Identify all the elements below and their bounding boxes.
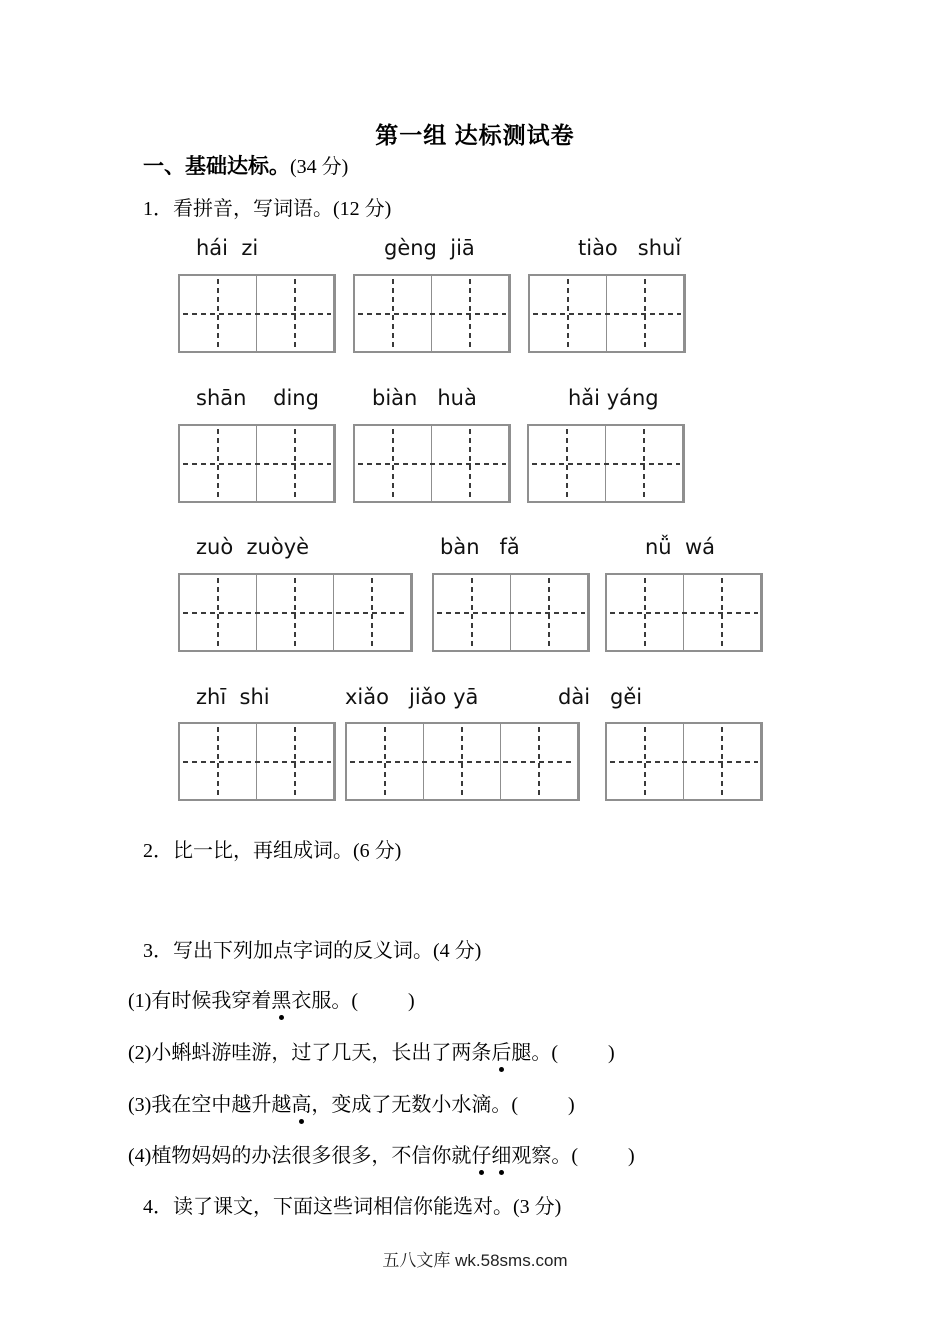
grid-center-vline xyxy=(371,578,373,647)
emphasized-char: 仔 xyxy=(471,1139,491,1168)
sentence-text: 观察。( ) xyxy=(511,1145,635,1167)
question-4-label: 4．读了课文，下面这些词相信你能选对。(3 分) xyxy=(143,1196,562,1218)
pinyin-label: bàn fǎ xyxy=(440,535,520,559)
pinyin-label: zhī shi xyxy=(196,685,270,709)
emphasized-char: 黑 xyxy=(271,984,291,1013)
question-2-label: 2．比一比，再组成词。(6 分) xyxy=(143,840,402,862)
question-3-label: 3．写出下列加点字词的反义词。(4 分) xyxy=(143,940,482,962)
grid-cell xyxy=(347,724,424,799)
grid-center-vline xyxy=(217,429,219,498)
grid-cell xyxy=(607,575,684,650)
writing-grid xyxy=(353,424,511,503)
pinyin-label: tiào shuǐ xyxy=(578,236,682,260)
emphasis-dot-icon xyxy=(299,1119,304,1124)
grid-cell xyxy=(529,426,606,501)
section-one-heading-text: 一、基础达标。 xyxy=(143,155,290,178)
sentence-item xyxy=(128,1088,575,1117)
sentence-item xyxy=(128,1139,635,1168)
sentence-text: ，变成了无数小水滴。( ) xyxy=(311,1094,575,1116)
grid-cell xyxy=(180,575,257,650)
grid-center-vline xyxy=(469,429,471,498)
grid-cell xyxy=(606,426,683,501)
emphasis-dot-icon xyxy=(479,1170,484,1175)
section-one-heading xyxy=(143,150,348,180)
page-title: 第一组 达标测试卷 xyxy=(375,122,575,148)
writing-grid xyxy=(178,274,336,353)
grid-cell xyxy=(684,575,761,650)
grid-center-vline xyxy=(294,429,296,498)
pinyin-label: xiǎo jiǎo yā xyxy=(345,685,479,709)
grid-center-vline xyxy=(644,727,646,796)
writing-grid xyxy=(605,573,763,652)
grid-center-vline xyxy=(217,578,219,647)
grid-center-vline xyxy=(384,727,386,796)
grid-cell xyxy=(180,426,257,501)
pinyin-label: dài gěi xyxy=(558,685,643,709)
grid-cell xyxy=(607,276,684,351)
grid-cell xyxy=(355,426,432,501)
writing-grid xyxy=(432,573,590,652)
grid-cell xyxy=(434,575,511,650)
grid-center-vline xyxy=(644,279,646,348)
grid-cell xyxy=(511,575,588,650)
grid-cell xyxy=(684,724,761,799)
pinyin-label: biàn huà xyxy=(372,386,477,410)
emphasized-char: 后 xyxy=(491,1036,511,1065)
grid-cell xyxy=(424,724,501,799)
writing-grid xyxy=(345,722,580,801)
pinyin-label: gèng jiā xyxy=(384,236,475,260)
question-1-label: 1．看拼音，写词语。(12 分) xyxy=(143,198,392,220)
grid-center-vline xyxy=(644,578,646,647)
grid-center-vline xyxy=(471,578,473,647)
writing-grid xyxy=(605,722,763,801)
grid-center-vline xyxy=(721,727,723,796)
sentence-text: (4)植物妈妈的办法很多很多，不信你就 xyxy=(128,1145,472,1167)
emphasis-dot-icon xyxy=(499,1067,504,1072)
grid-cell xyxy=(432,426,509,501)
writing-grid xyxy=(527,424,685,503)
pinyin-label: shān ding xyxy=(196,386,319,410)
grid-center-vline xyxy=(721,578,723,647)
sentence-text: (1)有时候我穿着 xyxy=(128,990,272,1012)
sentence-text: (2)小蝌蚪游哇游，过了几天，长出了两条 xyxy=(128,1042,492,1064)
grid-cell xyxy=(607,724,684,799)
grid-cell xyxy=(180,276,257,351)
grid-cell xyxy=(257,575,334,650)
pinyin-label: hǎi yáng xyxy=(568,386,659,410)
pinyin-label: nǚ wá xyxy=(645,535,716,559)
writing-grid xyxy=(178,424,336,503)
sentence-text: (3)我在空中越升越 xyxy=(128,1094,292,1116)
grid-center-vline xyxy=(294,578,296,647)
grid-center-vline xyxy=(294,727,296,796)
pinyin-label: hái zi xyxy=(196,236,259,260)
grid-center-vline xyxy=(217,279,219,348)
grid-cell xyxy=(355,276,432,351)
grid-cell xyxy=(501,724,578,799)
grid-center-vline xyxy=(294,279,296,348)
emphasized-char: 细 xyxy=(491,1139,511,1168)
grid-center-vline xyxy=(392,429,394,498)
writing-grid xyxy=(178,573,413,652)
emphasis-dot-icon xyxy=(499,1170,504,1175)
pinyin-label: zuò zuòyè xyxy=(196,535,310,559)
emphasized-char: 高 xyxy=(291,1088,311,1117)
grid-center-vline xyxy=(548,578,550,647)
grid-center-vline xyxy=(643,429,645,498)
grid-center-vline xyxy=(567,279,569,348)
grid-center-vline xyxy=(566,429,568,498)
grid-cell xyxy=(334,575,411,650)
writing-grid xyxy=(528,274,686,353)
sentence-text: 衣服。( ) xyxy=(291,990,415,1012)
grid-center-vline xyxy=(461,727,463,796)
grid-cell xyxy=(530,276,607,351)
grid-cell xyxy=(257,724,334,799)
footer-watermark: 五八文库 wk.58sms.com xyxy=(382,1251,568,1270)
sentence-text: 腿。( ) xyxy=(511,1042,615,1064)
grid-center-vline xyxy=(392,279,394,348)
grid-cell xyxy=(180,724,257,799)
grid-cell xyxy=(432,276,509,351)
grid-center-vline xyxy=(538,727,540,796)
grid-cell xyxy=(257,426,334,501)
writing-grid xyxy=(353,274,511,353)
emphasis-dot-icon xyxy=(279,1015,284,1020)
sentence-item xyxy=(128,984,415,1013)
grid-center-vline xyxy=(217,727,219,796)
grid-cell xyxy=(257,276,334,351)
grid-center-vline xyxy=(469,279,471,348)
writing-grid xyxy=(178,722,336,801)
section-one-score: (34 分) xyxy=(290,156,349,178)
sentence-item xyxy=(128,1036,615,1065)
